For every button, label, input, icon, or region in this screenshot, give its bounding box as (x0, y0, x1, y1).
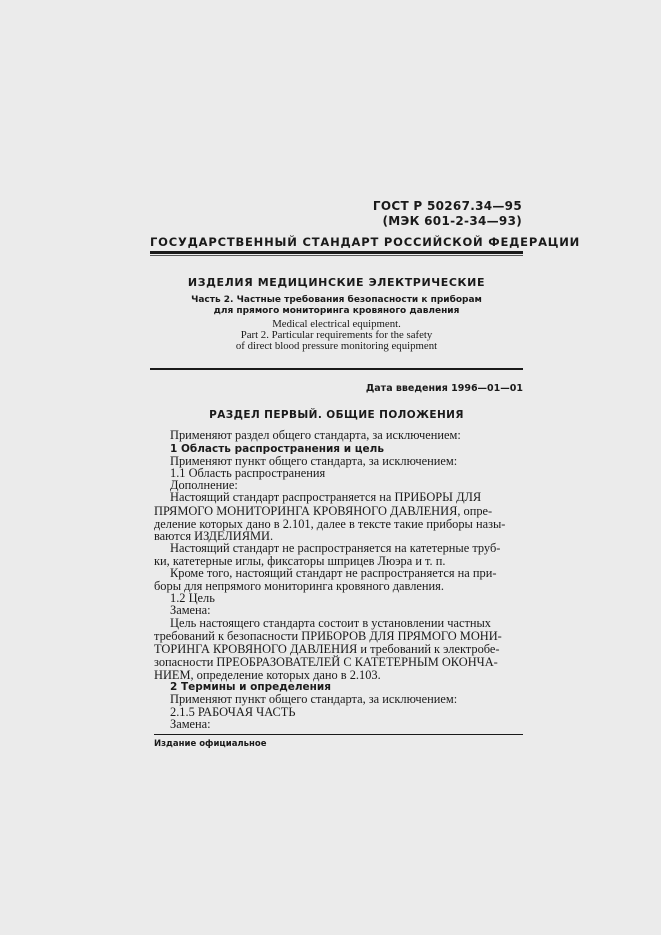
body-line: боры для непрямого мониторинга кровяного давления. (154, 579, 444, 593)
introduction-date: Дата введения 1996—01—01 (365, 383, 523, 394)
title-rule (150, 368, 523, 370)
body-line: Кроме того, настоящий стандарт не распространяется на при- (170, 566, 497, 580)
official-edition-label: Издание официальное (154, 739, 267, 749)
clause-2-1-5: 2.1.5 РАБОЧАЯ ЧАСТЬ (170, 705, 296, 719)
section-title: РАЗДЕЛ ПЕРВЫЙ. ОБЩИЕ ПОЛОЖЕНИЯ (209, 409, 464, 421)
part-title-ru-line1: Часть 2. Частные требования безопасности к приборам (191, 295, 482, 305)
clause-heading-2: 2 Термины и определения (170, 681, 331, 693)
part-title-ru-line2: для прямого мониторинга кровяного давления (213, 306, 460, 316)
title-en-line3: of direct blood pressure monitoring equipment (235, 340, 438, 352)
body-line: Дополнение: (170, 478, 238, 492)
body-line: ПРЯМОГО МОНИТОРИНГА КРОВЯНОГО ДАВЛЕНИЯ, опре- (154, 504, 493, 518)
document-title: ИЗДЕЛИЯ МЕДИЦИНСКИЕ ЭЛЕКТРИЧЕСКИЕ (187, 276, 486, 289)
body-line: ваются ИЗДЕЛИЯМИ. (154, 529, 274, 543)
header-rule-thick (150, 251, 523, 254)
body-line: Настоящий стандарт распространяется на ПРИБОРЫ ДЛЯ (170, 490, 482, 504)
clause-1-1: 1.1 Область распространения (170, 466, 326, 480)
body-line: Применяют пункт общего стандарта, за исключением: (170, 454, 458, 468)
body-line: Цель настоящего стандарта состоит в установлении частных (170, 616, 492, 630)
body-line: НИЕМ, определение которых дано в 2.103. (154, 668, 381, 682)
body-line: ки, катетерные иглы, фиксаторы шприцев Люэра и т. п. (154, 554, 446, 568)
clause-1-2: 1.2 Цель (170, 591, 215, 605)
body-line: Замена: (170, 717, 211, 731)
title-en-line1: Medical electrical equipment. (272, 318, 401, 330)
body-line: ТОРИНГА КРОВЯНОГО ДАВЛЕНИЯ и требований к электробе- (154, 642, 500, 656)
iec-number: (МЭК 601-2-34—93) (382, 214, 522, 228)
body-line: требований к безопасности ПРИБОРОВ ДЛЯ ПРЯМОГО МОНИ- (154, 629, 502, 643)
state-standard-heading: ГОСУДАРСТВЕННЫЙ СТАНДАРТ РОССИЙСКОЙ ФЕДЕРАЦИИ (150, 235, 581, 249)
body-line: Применяют пункт общего стандарта, за исключением: (170, 692, 458, 706)
title-en-line2: Part 2. Particular requirements for the safety (240, 329, 433, 341)
body-line: Применяют раздел общего стандарта, за исключением: (170, 428, 461, 442)
gost-number: ГОСТ Р 50267.34—95 (372, 199, 522, 213)
footer-rule (154, 734, 523, 735)
body-line: зопасности ПРЕОБРАЗОВАТЕЛЕЙ С КАТЕТЕРНЫМ ОКОНЧА- (154, 655, 498, 669)
clause-heading-1: 1 Область распространения и цель (170, 443, 384, 455)
header-rule-thin (150, 255, 523, 256)
body-line: деление которых дано в 2.101, далее в тексте такие приборы назы- (154, 517, 506, 531)
body-line: Настоящий стандарт не распространяется на катетерные труб- (170, 541, 501, 555)
body-line: Замена: (170, 603, 211, 617)
